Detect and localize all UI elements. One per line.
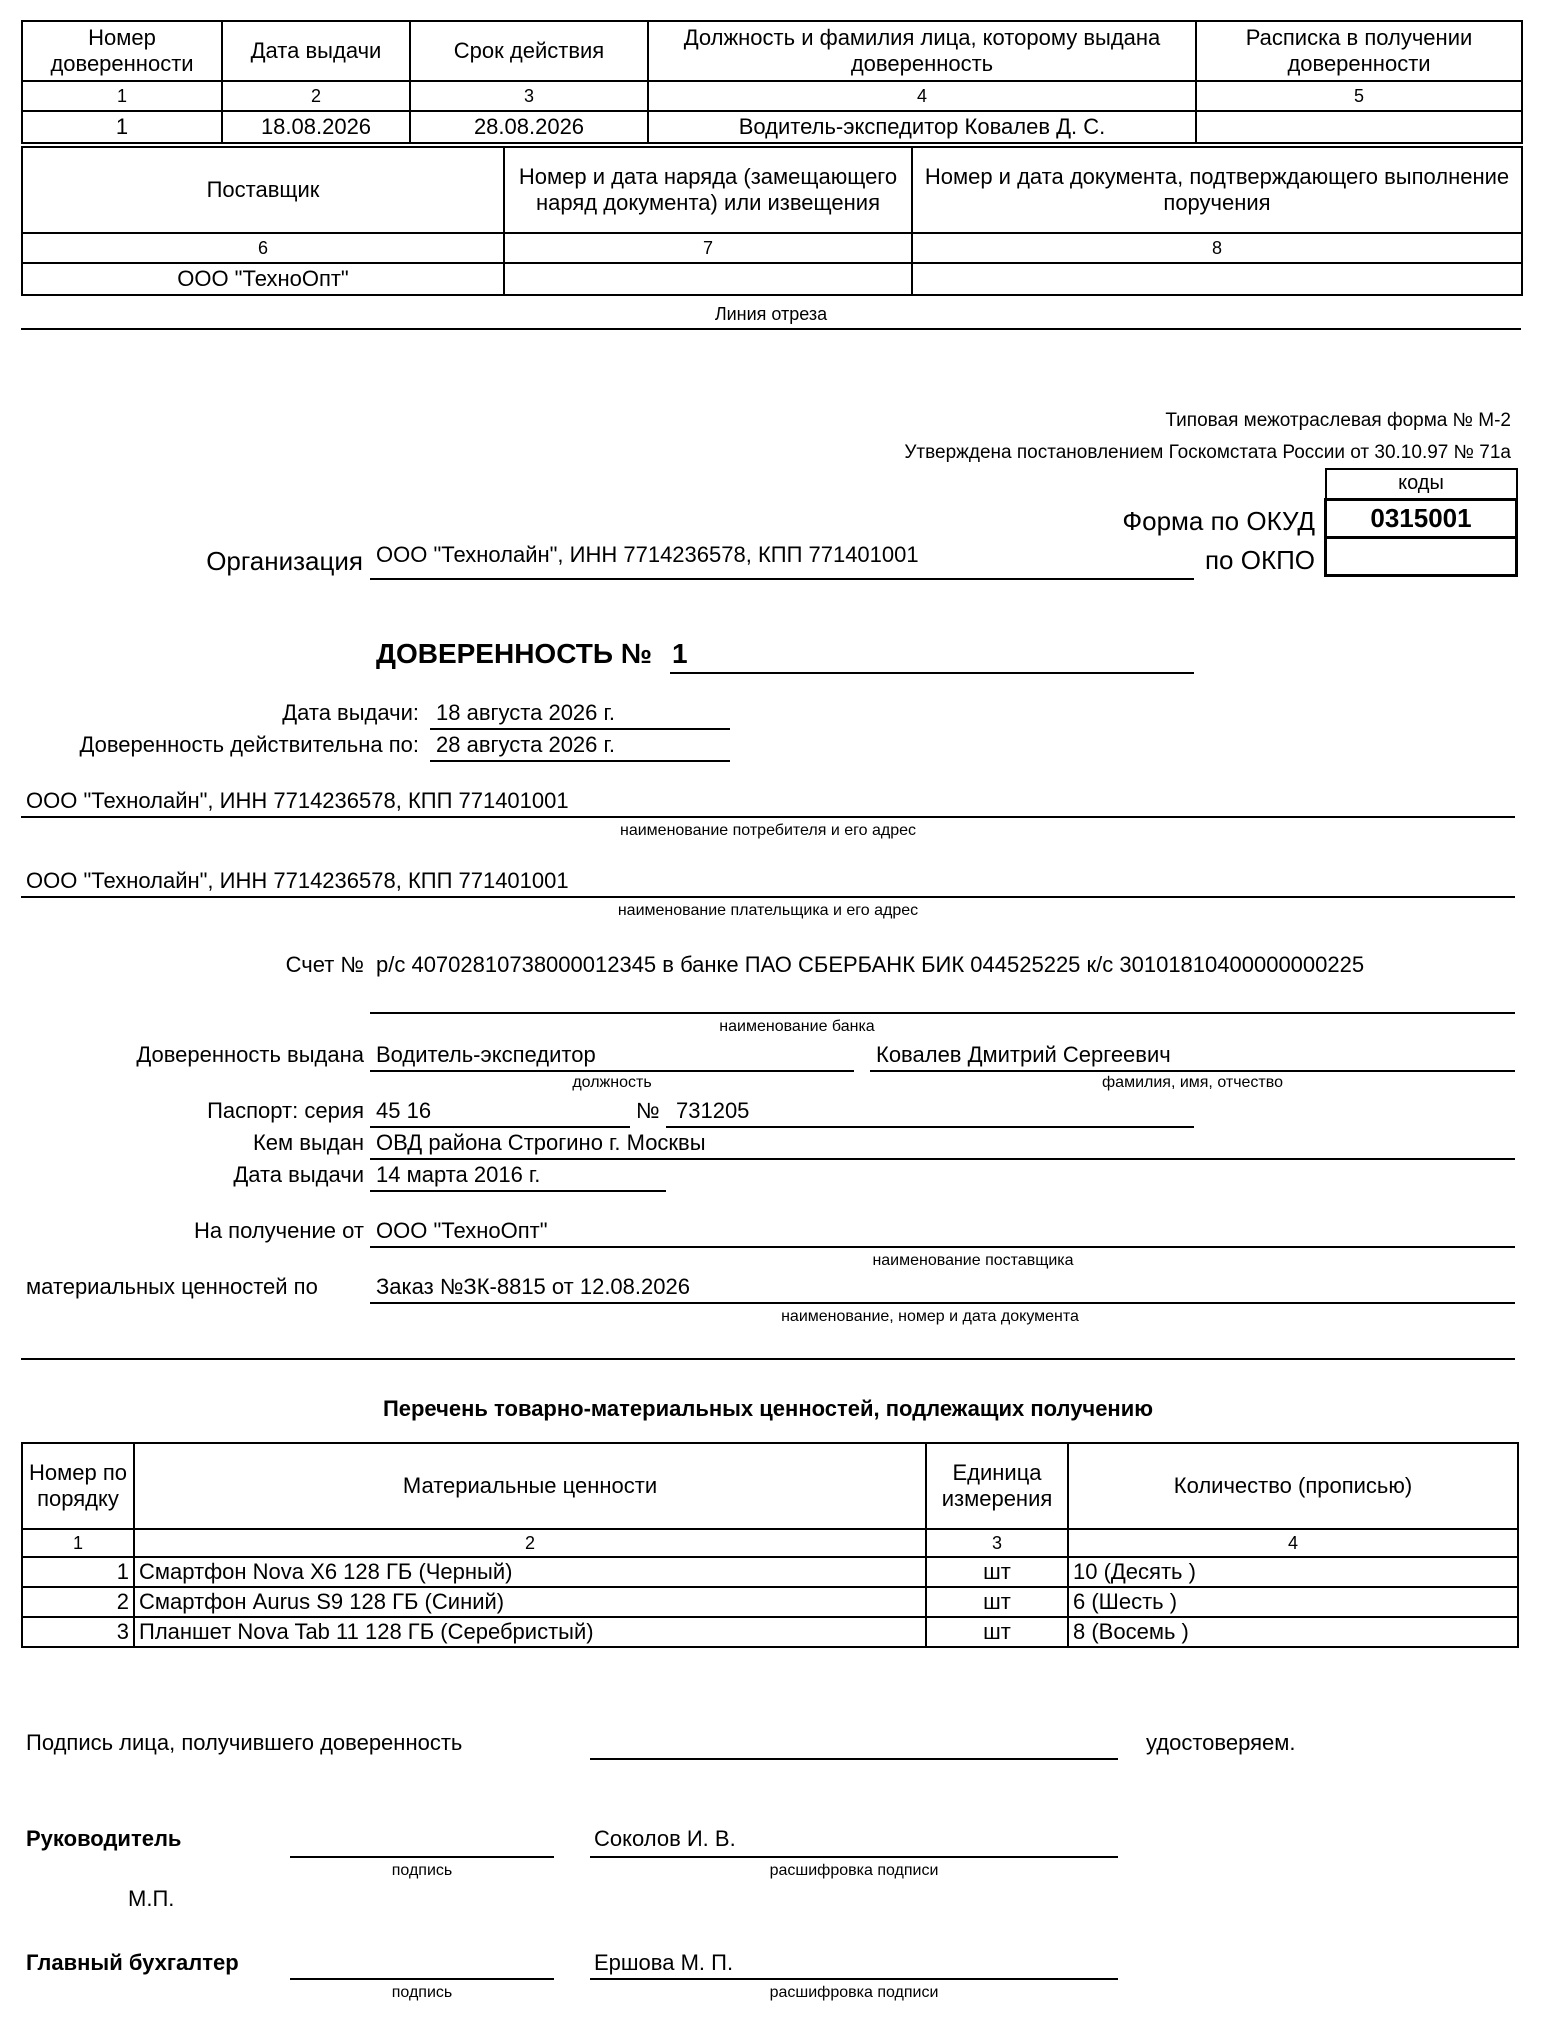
issued-by-value: ОВД района Строгино г. Москвы [376, 1130, 706, 1155]
values-label: материальных ценностей по [26, 1274, 318, 1299]
items-col-num: 1 [22, 1529, 134, 1557]
items-col-num: 2 [134, 1529, 926, 1557]
table-row [22, 1557, 1518, 1587]
passport-label: Паспорт: серия [207, 1098, 364, 1123]
payer-caption: наименование плательщика и его адрес [617, 902, 919, 919]
recipient-sign-line [590, 1758, 1118, 1760]
item-num: 1 [22, 1557, 134, 1587]
items-header-qty: Количество (прописью) [1068, 1443, 1518, 1529]
receive-value: ООО "ТехноОпт" [376, 1218, 548, 1243]
stub-header-validity: Срок действия [410, 21, 648, 81]
position-value: Водитель-экспедитор [376, 1042, 596, 1067]
certify-text: удостоверяем. [1146, 1730, 1296, 1755]
fio-line [870, 1070, 1515, 1072]
stub-col-num: 1 [22, 81, 222, 111]
valid-value: 28 августа 2026 г. [436, 732, 615, 757]
accountant-sign-caption: подпись [391, 1984, 453, 2001]
stub-cell-receipt [1196, 111, 1522, 143]
stub-cell-date: 18.08.2026 [222, 111, 410, 143]
head-decode-line [590, 1856, 1118, 1858]
items-header-num: Номер по порядку [22, 1443, 134, 1529]
stub-header-supplier: Поставщик [22, 147, 504, 233]
passport-no-label: № [636, 1098, 660, 1123]
org-line [370, 578, 1194, 580]
stub-header-receipt: Расписка в получении доверенности [1196, 21, 1522, 81]
stub-col-num: 6 [22, 233, 504, 263]
valid-line [430, 760, 730, 762]
head-decode-caption: расшифровка подписи [769, 1862, 939, 1879]
payer-value: ООО "Технолайн", ИНН 7714236578, КПП 771401001 [26, 868, 569, 893]
passport-no-line [666, 1126, 1194, 1128]
receive-label: На получение от [193, 1218, 364, 1243]
item-name: Планшет Nova Tab 11 128 ГБ (Серебристый) [134, 1617, 926, 1647]
issued-by-label: Кем выдан [252, 1130, 364, 1155]
items-title: Перечень товарно-материальных ценностей, подлежащих получению [382, 1396, 1154, 1421]
document-caption: наименование, номер и дата документа [781, 1308, 1079, 1325]
doc-number: 1 [672, 638, 688, 669]
item-unit: шт [926, 1587, 1068, 1617]
item-qty: 8 (Восемь ) [1068, 1617, 1518, 1647]
account-label: Счет № [285, 952, 364, 977]
stub-col-num: 3 [410, 81, 648, 111]
okud-code: 0315001 [1326, 499, 1517, 537]
pass-date-value: 14 марта 2016 г. [376, 1162, 541, 1187]
stub-cell-supplier: ООО "ТехноОпт" [22, 263, 504, 295]
accountant-sign-line [290, 1978, 554, 1980]
item-qty: 10 (Десять ) [1068, 1557, 1518, 1587]
items-col-num: 4 [1068, 1529, 1518, 1557]
stub-header-date: Дата выдачи [222, 21, 410, 81]
account-value: р/с 40702810738000012345 в банке ПАО СБЕРБАНК БИК 044525225 к/с 30101810400000000225 [376, 952, 1365, 977]
form-approval: Утверждена постановлением Госкомстата России от 30.10.97 № 71а [904, 442, 1511, 463]
recipient-sign-label: Подпись лица, получившего доверенность [26, 1730, 463, 1755]
stub-col-num: 2 [222, 81, 410, 111]
position-line [370, 1070, 854, 1072]
items-header-name: Материальные ценности [134, 1443, 926, 1529]
cut-line-label: Линия отреза [714, 304, 828, 324]
doc-title: ДОВЕРЕННОСТЬ № [376, 638, 652, 669]
document-line [370, 1302, 1515, 1304]
consumer-caption: наименование потребителя и его адрес [620, 822, 916, 839]
head-label: Руководитель [26, 1826, 182, 1851]
codes-table [1324, 468, 1518, 577]
item-name: Смартфон Aurus S9 128 ГБ (Синий) [134, 1587, 926, 1617]
stub-header-person: Должность и фамилия лица, которому выдана доверенность [648, 21, 1196, 81]
head-sign-caption: подпись [391, 1862, 453, 1879]
table-row [22, 1587, 1518, 1617]
accountant-name: Ершова М. П. [594, 1950, 734, 1975]
accountant-decode-caption: расшифровка подписи [769, 1984, 939, 2001]
items-header-unit: Единица измерения [926, 1443, 1068, 1529]
issue-date-value: 18 августа 2026 г. [436, 700, 615, 725]
pass-date-line [370, 1190, 666, 1192]
doc-number-line [670, 672, 1194, 674]
item-qty: 6 (Шесть ) [1068, 1587, 1518, 1617]
stub-cell-order [504, 263, 912, 295]
position-caption: должность [572, 1074, 652, 1091]
stub-col-num: 7 [504, 233, 912, 263]
bank-line [370, 1012, 1515, 1014]
codes-header: коды [1326, 469, 1517, 499]
bank-caption: наименование банка [719, 1018, 875, 1035]
stub-header-confirm: Номер и дата документа, подтверждающего выполнение поручения [912, 147, 1522, 233]
issued-by-line [370, 1158, 1515, 1160]
accountant-decode-line [590, 1978, 1118, 1980]
item-num: 2 [22, 1587, 134, 1617]
consumer-value: ООО "Технолайн", ИНН 7714236578, КПП 771401001 [26, 788, 569, 813]
stub-col-num: 5 [1196, 81, 1522, 111]
okpo-label: по ОКПО [1204, 545, 1315, 575]
valid-label: Доверенность действительна по: [79, 732, 419, 757]
issue-date-label: Дата выдачи: [282, 700, 419, 725]
item-unit: шт [926, 1617, 1068, 1647]
stub-col-num: 8 [912, 233, 1522, 263]
stub-cell-number: 1 [22, 111, 222, 143]
supplier-caption: наименование поставщика [872, 1252, 1074, 1269]
cut-line [21, 328, 1521, 330]
item-unit: шт [926, 1557, 1068, 1587]
consumer-line [21, 816, 1515, 818]
payer-line [21, 896, 1515, 898]
fio-caption: фамилия, имя, отчество [1102, 1074, 1283, 1091]
okpo-code [1326, 537, 1517, 575]
fio-value: Ковалев Дмитрий Сергеевич [876, 1042, 1171, 1067]
stub-table-top [21, 20, 1523, 144]
values-value: Заказ №ЗК-8815 от 12.08.2026 [376, 1274, 690, 1299]
head-name: Соколов И. В. [594, 1826, 736, 1851]
head-sign-line [290, 1856, 554, 1858]
form-type: Типовая межотраслевая форма № М-2 [1165, 410, 1511, 431]
issued-to-label: Доверенность выдана [136, 1042, 364, 1067]
stamp-place: М.П. [128, 1886, 175, 1911]
issue-date-line [430, 728, 730, 730]
org-label: Организация [206, 546, 363, 576]
accountant-label: Главный бухгалтер [26, 1950, 239, 1975]
stub-cell-person: Водитель-экспедитор Ковалев Д. С. [648, 111, 1196, 143]
stub-cell-validity: 28.08.2026 [410, 111, 648, 143]
passport-series-line [370, 1126, 630, 1128]
passport-series: 45 16 [376, 1098, 432, 1123]
supplier-line [370, 1246, 1515, 1248]
stub-col-num: 4 [648, 81, 1196, 111]
stub-header-number: Номер доверенности [22, 21, 222, 81]
passport-no: 731205 [676, 1098, 750, 1123]
item-name: Смартфон Nova X6 128 ГБ (Черный) [134, 1557, 926, 1587]
item-num: 3 [22, 1617, 134, 1647]
stub-table-bottom [21, 146, 1523, 296]
pass-date-label: Дата выдачи [233, 1162, 364, 1187]
org-value: ООО "Технолайн", ИНН 7714236578, КПП 771401001 [376, 542, 919, 567]
table-row [22, 1617, 1518, 1647]
items-col-num: 3 [926, 1529, 1068, 1557]
okud-label: Форма по ОКУД [1122, 506, 1315, 536]
stub-header-order: Номер и дата наряда (замещающего наряд документа) или извещения [504, 147, 912, 233]
separator-line [21, 1358, 1515, 1360]
items-table [21, 1442, 1519, 1648]
stub-cell-confirm [912, 263, 1522, 295]
